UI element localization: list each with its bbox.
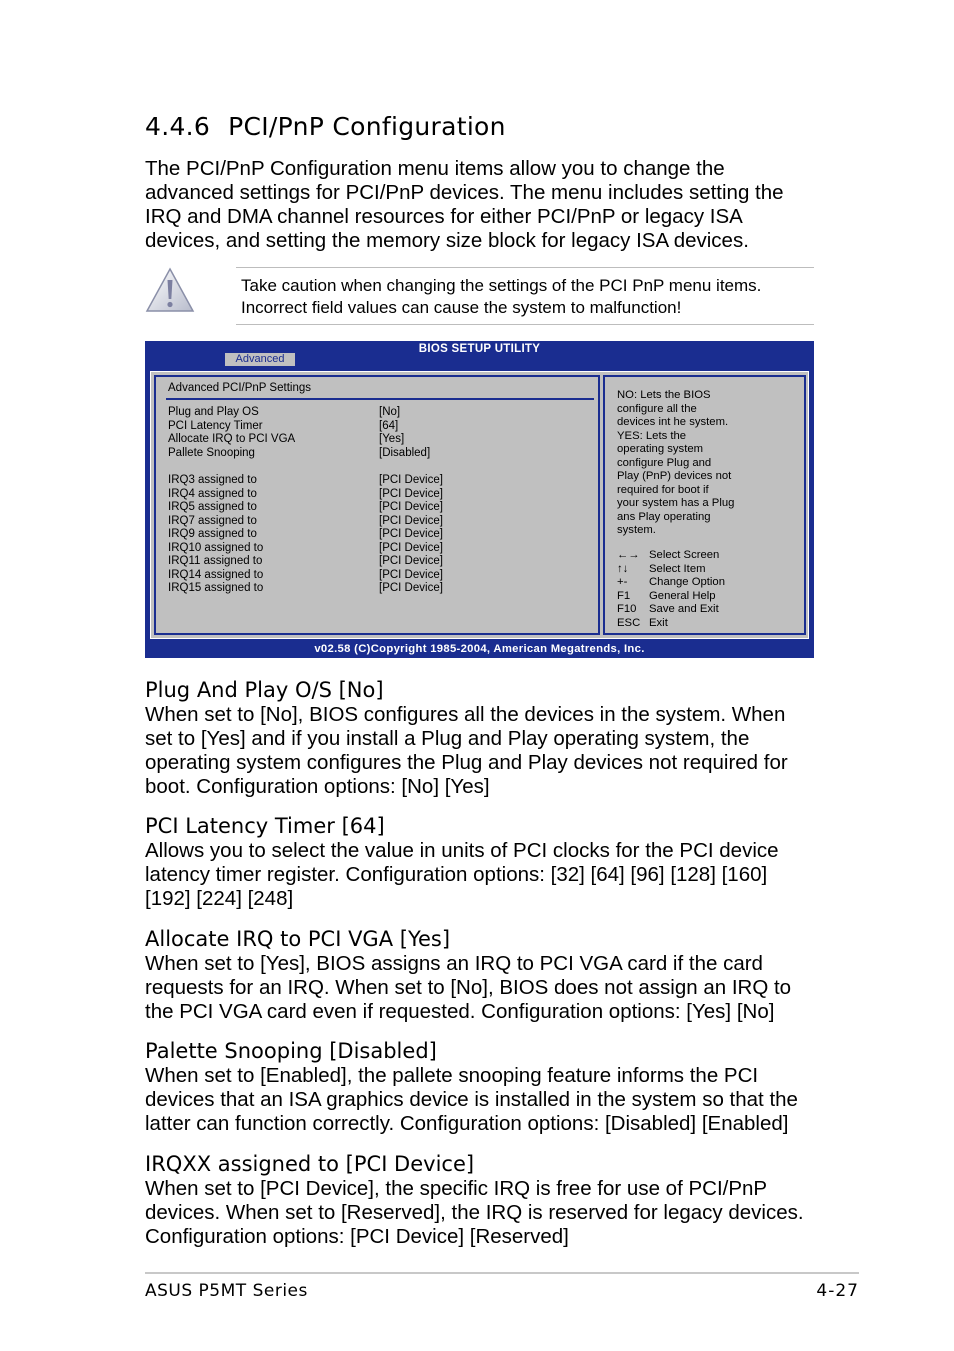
- item-palette-snooping: [145, 1038, 815, 1136]
- bios-divider: [166, 398, 594, 400]
- irq-value[interactable]: [PCI Device]: [379, 555, 443, 567]
- bios-settings-pane: [154, 375, 600, 635]
- key-desc: Select Item: [649, 562, 706, 575]
- key-desc: General Help: [649, 589, 716, 602]
- bios-copyright: v02.58 (C)Copyright 1985-2004, American Megatrends, Inc.: [314, 643, 645, 655]
- setting-value[interactable]: [Yes]: [379, 433, 405, 445]
- footer-product: ASUS P5MT Series: [145, 1281, 308, 1301]
- bios-panel: [150, 371, 809, 639]
- irq-value[interactable]: [PCI Device]: [379, 474, 443, 486]
- intro-paragraph: The PCI/PnP Configuration menu items allow you to change the advanced settings for PCI/PnP devices. The menu includes setting the IRQ and DMA channel resources for either PCI/PnP or legacy ISA devices, and setting the memory size block for legacy ISA devices.: [145, 157, 784, 252]
- irq-value[interactable]: [PCI Device]: [379, 528, 443, 540]
- irq-value[interactable]: [PCI Device]: [379, 514, 443, 527]
- item-title: IRQXX assigned to [PCI Device]: [145, 1152, 475, 1176]
- key-name: F10: [617, 603, 637, 615]
- irq-label: IRQ10 assigned to: [168, 541, 264, 554]
- item-title: Allocate IRQ to PCI VGA [Yes]: [145, 927, 451, 951]
- caution-line-2: Incorrect field values can cause the system to malfunction!: [241, 298, 682, 317]
- irq-value[interactable]: [PCI Device]: [379, 582, 443, 594]
- page-number: 4-27: [816, 1281, 859, 1301]
- section-number: 4.4.6: [145, 112, 211, 141]
- item-title: Plug And Play O/S [No]: [145, 678, 384, 702]
- caution-line-1: Take caution when changing the settings of the PCI PnP menu items.: [241, 276, 762, 295]
- setting-label: Pallete Snooping: [168, 446, 255, 459]
- footer-divider: [145, 1272, 859, 1274]
- item-pci-latency: [145, 813, 815, 911]
- irq-label: IRQ5 assigned to: [168, 501, 257, 513]
- irq-value[interactable]: [PCI Device]: [379, 541, 443, 554]
- item-body: When set to [No], BIOS configures all the devices in the system. When set to [Yes] and if you install a Plug and Play operating system, the operating system configures the Plug and Play devices not required for boot. Configuration options: [No] [Yes]: [145, 703, 788, 798]
- irq-label: IRQ14 assigned to: [168, 568, 264, 581]
- section-title-text: PCI/PnP Configuration: [228, 112, 506, 141]
- irq-value[interactable]: [PCI Device]: [379, 568, 443, 581]
- bios-help-pane: [603, 375, 806, 635]
- key-desc: Change Option: [649, 576, 725, 588]
- irq-label: IRQ11 assigned to: [168, 555, 263, 567]
- caution-text: [236, 267, 814, 325]
- irq-value[interactable]: [PCI Device]: [379, 487, 443, 500]
- setting-label: PCI Latency Timer: [168, 419, 263, 432]
- section-title: [145, 112, 506, 141]
- item-title: PCI Latency Timer [64]: [145, 814, 385, 838]
- item-irqxx: [145, 1151, 815, 1249]
- irq-label: IRQ15 assigned to: [168, 582, 264, 594]
- setting-value[interactable]: [No]: [379, 406, 401, 418]
- item-body: When set to [Yes], BIOS assigns an IRQ to PCI VGA card if the card requests for an IRQ. When set to [No], BIOS does not assign an IRQ to the PCI VGA card even if requested. Configuration options: [Yes] [No]: [145, 952, 792, 1023]
- bios-help-text: NO: Lets the BIOS configure all the devices int he system. YES: Lets the operating system configure Plug and Play (PnP) devices not required for boot if your system has a Plug ans Play operating system.: [617, 389, 735, 536]
- irq-label: IRQ9 assigned to: [168, 528, 257, 540]
- key-name: +-: [617, 576, 628, 588]
- item-body: Allows you to select the value in units of PCI clocks for the PCI device latency timer register. Configuration options: [32] [64] [96] [128] [160] [192] [224] [248]: [145, 839, 779, 910]
- irq-value[interactable]: [PCI Device]: [379, 501, 443, 513]
- bios-screenshot: [145, 341, 814, 658]
- arrows-left-right-icon: ←→: [617, 549, 640, 561]
- bios-title: BIOS SETUP UTILITY: [418, 343, 541, 355]
- bios-tab-advanced[interactable]: Advanced: [225, 353, 295, 366]
- key-name: ESC: [617, 616, 641, 629]
- item-title: Palette Snooping [Disabled]: [145, 1039, 437, 1063]
- item-body: When set to [Enabled], the pallete snooping feature informs the PCI devices that an ISA graphics device is installed in the system so that the latter can function correctly. Configuration options: [Disabled] [Enabled]: [145, 1064, 798, 1135]
- irq-label: IRQ7 assigned to: [168, 514, 257, 527]
- item-allocate-irq: [145, 926, 815, 1024]
- key-desc: Exit: [649, 616, 668, 629]
- irq-label: IRQ3 assigned to: [168, 474, 257, 486]
- setting-value[interactable]: [64]: [379, 419, 399, 432]
- setting-label: Allocate IRQ to PCI VGA: [168, 433, 296, 445]
- item-plug-and-play: [145, 677, 815, 799]
- key-desc: Save and Exit: [649, 603, 719, 615]
- arrows-up-down-icon: ↑↓: [617, 562, 629, 575]
- key-name: F1: [617, 589, 631, 602]
- bios-heading: Advanced PCI/PnP Settings: [168, 382, 311, 394]
- setting-value[interactable]: [Disabled]: [379, 446, 431, 459]
- irq-label: IRQ4 assigned to: [168, 487, 257, 500]
- item-body: When set to [PCI Device], the specific IRQ is free for use of PCI/PnP devices. When set to [Reserved], the IRQ is reserved for legacy devices. Configuration options: [PCI Device] [Reserved]: [145, 1177, 804, 1248]
- caution-note: [145, 267, 815, 327]
- key-desc: Select Screen: [649, 549, 720, 561]
- caution-triangle-icon: [145, 267, 195, 313]
- setting-label: Plug and Play OS: [168, 406, 259, 418]
